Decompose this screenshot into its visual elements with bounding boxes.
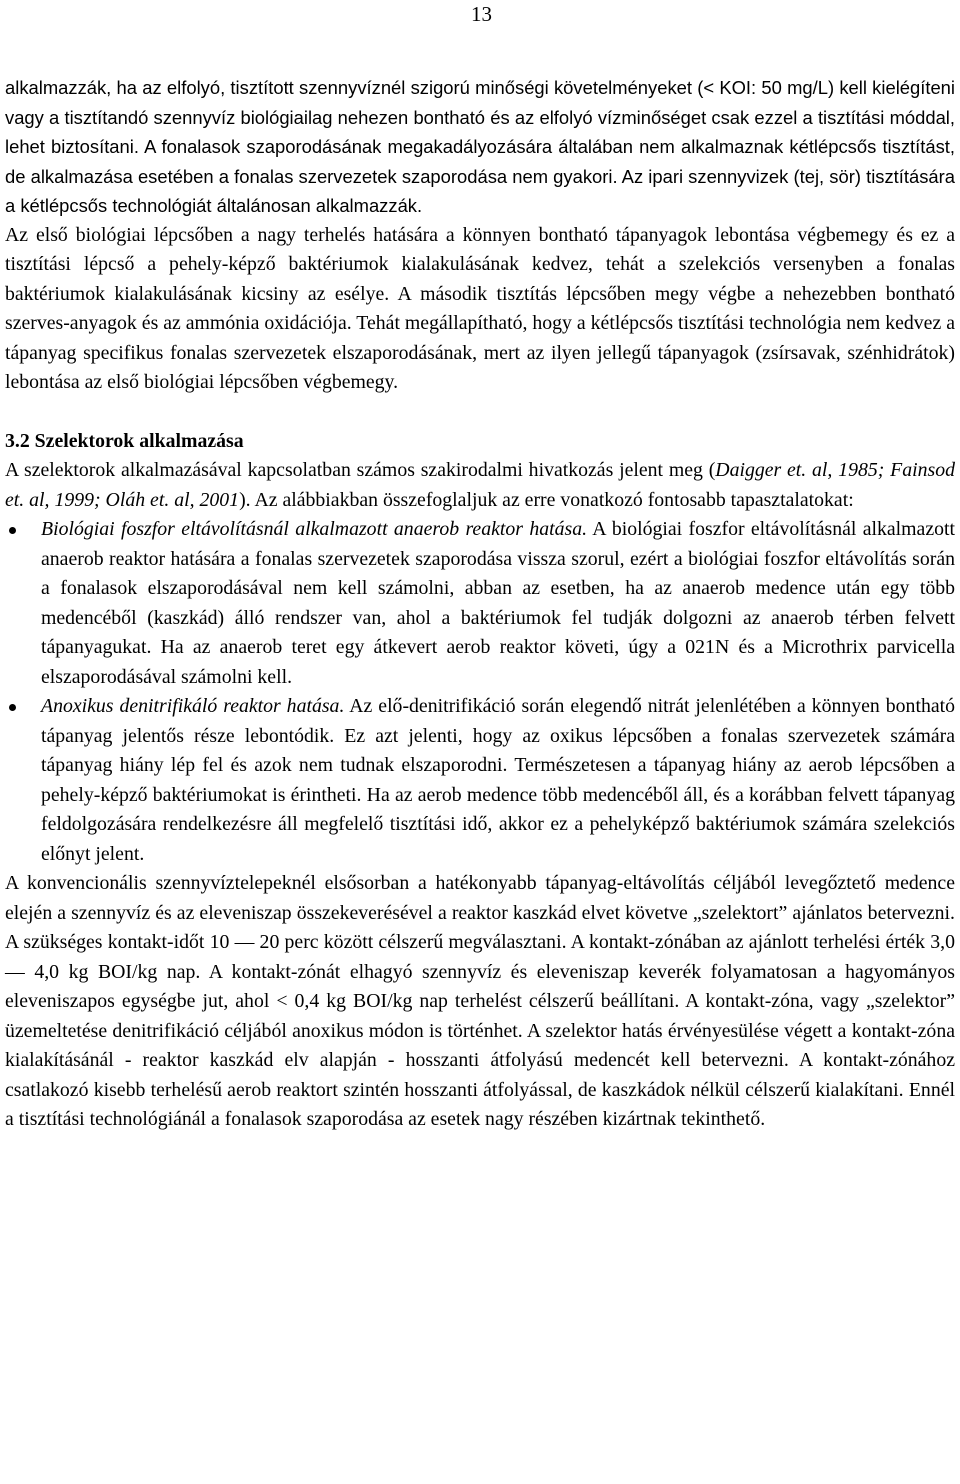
paragraph-1: alkalmazzák, ha az elfolyó, tisztított szennyvíznél szigorú minőségi követelményeket (< KOI: 50 mg/L) kell kielégíteni vagy a tisztítandó szennyvíz biológiailag nehezen bontható és az elfolyó vízminőséget csak ezzel a tisztítási móddal, lehet biztosítani. A fonalasok szaporodásának megakadályozására általában nem alkalmaznak kétlépcsős tisztítást, de alkalmazása esetében a fonalas szervezetek szaporodása nem gyakori. Az ipari szennyvizek (tej, sör) tisztítására a kétlépcsős technológiát általánosan alkalmazzák. — [5, 77, 955, 216]
bullet-dot-icon — [9, 704, 16, 711]
section-intro-start: A szelektorok alkalmazásával kapcsolatban számos szakirodalmi hivatkozás jelent meg ( — [5, 459, 716, 481]
bullet-text: A biológiai foszfor eltávolításnál alkalmazott anaerob reaktor hatására a fonalas szervezetek szaporodása vissza szorul, ezért a biológiai foszfor eltávolítás során a fonalasok elszaporodásával nem kell számolni, abban az esetben, ha az anaerob medence után egy több medencéből (kaszkád) álló rendszer van, ahol a baktériumok fel tudják dolgozni az anaerob térben felvett tápanyagukat. Ha az anaerob teret egy átkevert aerob reaktor követi, úgy a 021N és a Microthrix parvicella elszaporodásával számolni kell. — [41, 518, 955, 688]
page-number: 13 — [471, 2, 492, 26]
citation-text: Daigger et. al, 1985; Fainsod et. al, 1999; Oláh et. al, 2001 — [5, 459, 955, 511]
bullet-list — [5, 515, 955, 869]
section-heading: 3.2 Szelektorok alkalmazása — [5, 429, 244, 452]
bullet-dot-icon — [9, 527, 16, 534]
list-item — [5, 515, 955, 692]
paragraph-2: Az első biológiai lépcsőben a nagy terhelés hatására a könnyen bontható tápanyagok lebontása végbemegy és ez a tisztítási lépcső a pehely-képző baktériumok kialakulásának kedvez, tehát a szelekciós versenyben a fonalas baktériumok kialakulásának kicsiny az esélye. A második tisztítás lépcsőben megy végbe a nehezebben bontható szerves-anyagok és az ammónia oxidációja. Tehát megállapítható, hogy a kétlépcsős tisztítási technológia nem kedvez a tápanyag specifikus fonalas szervezetek elszaporodásának, mert az ilyen jellegű tápanyagok (zsírsavak, szénhidrátok) lebontása az első biológiai lépcsőben végbemegy. — [5, 223, 955, 393]
bullet-lead: Anoxikus denitrifikáló reaktor hatása. — [41, 695, 345, 717]
section-intro-end: ). Az alábbiakban összefoglaljuk az erre vonatkozó fontosabb tapasztalatokat: — [239, 488, 854, 511]
closing-paragraph: A konvencionális szennyvíztelepeknél elsősorban a hatékonyabb tápanyag-eltávolítás céljából levegőztető medence elején a szennyvíz és az eleveniszap összekeverésével a reaktor kaszkád elvet követve „szelektort” ajánlatos betervezni. A szükséges kontakt-időt 10 — 20 perc között célszerű megválasztani. A kontakt-zónában az ajánlott terhelési érték 3,0 — 4,0 kg BOI/kg nap. A kontakt-zónát elhagyó szennyvíz és eleveniszap keverék folyamatosan a hagyományos eleveniszapos egységbe jut, ahol < 0,4 kg BOI/kg nap terhelést célszerű beállítani. A kontakt-zóna, vagy „szelektor” üzemeltetése denitrifikáció céljából anoxikus módon is történhet. A szelektor hatás érvényesülése végett a kontakt-zóna kialakításánál - reaktor kaszkád elv alapján - hosszanti átfolyású medencét kell betervezni. A kontakt-zónához csatlakozó kisebb terhelésű aerob reaktort szintén hosszanti átfolyással, de kaszkádok nélkül célszerű kialakítani. Ennél a tisztítási technológiánál a fonalasok szaporodása az esetek nagy részében kizártnak tekinthető. — [5, 872, 955, 1130]
list-item — [5, 692, 955, 869]
section-intro — [5, 456, 955, 515]
document-body — [5, 73, 955, 1135]
bullet-lead: Biológiai foszfor eltávolításnál alkalmazott anaerob reaktor hatása. — [41, 518, 588, 540]
bullet-text: Az elő-denitrifikáció során elegendő nitrát jelenlétében a könnyen bontható tápanyag jelentős része lebontódik. Ez azt jelenti, hogy az oxikus lépcsőben a fonalas szervezetek számára tápanyag hiány lép fel és azok nem tudnak elszaporodni. Természetesen a tápanyag hiány az aerob lépcsőben a pehely-képző baktériumokat is érintheti. Ha az aerob medence több medencéből áll, és a korábban felvett tápanyag feldolgozására rendelkezésre áll megfelelő tisztítási idő, akkor ez a pehelyképző baktériumok számára szelekciós előnyt jelent. — [41, 695, 955, 865]
